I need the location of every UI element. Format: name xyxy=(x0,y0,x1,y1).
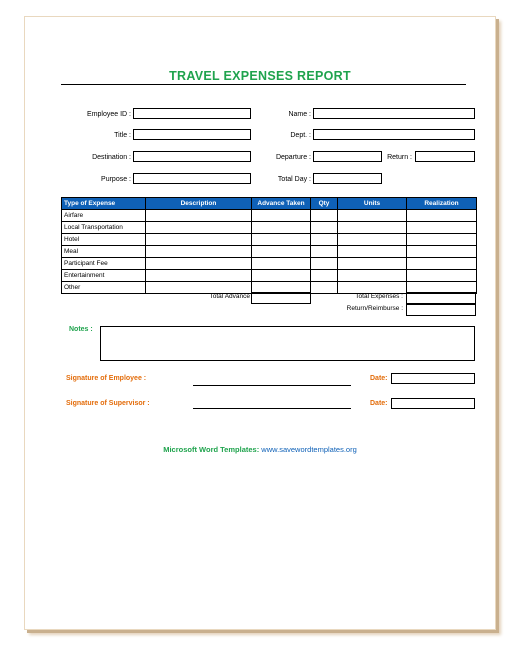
qty-cell[interactable] xyxy=(311,210,338,222)
units-cell[interactable] xyxy=(338,222,407,234)
document-page xyxy=(24,16,496,630)
realization-cell[interactable] xyxy=(407,270,477,282)
date-supervisor-label: Date: xyxy=(370,400,388,407)
departure-field[interactable] xyxy=(313,151,382,162)
return-reimburse-field[interactable] xyxy=(406,304,476,316)
units-cell[interactable] xyxy=(338,234,407,246)
column-header-description: Description xyxy=(146,198,252,210)
footer-label: Microsoft Word Templates: xyxy=(163,445,260,454)
column-header-advance-taken: Advance Taken xyxy=(252,198,311,210)
expense-type-cell: Entertainment xyxy=(62,270,146,282)
units-cell[interactable] xyxy=(338,270,407,282)
date-employee-label: Date: xyxy=(370,375,388,382)
table-row xyxy=(62,222,477,234)
title-label: Title : xyxy=(114,132,131,139)
qty-cell[interactable] xyxy=(311,246,338,258)
qty-cell[interactable] xyxy=(311,258,338,270)
total-expenses-label: Total Expenses : xyxy=(355,293,403,300)
departure-label: Departure : xyxy=(275,154,311,161)
description-cell[interactable] xyxy=(146,210,252,222)
employee-id-field[interactable] xyxy=(133,108,251,119)
date-supervisor-field[interactable] xyxy=(391,398,475,409)
column-header-qty: Qty xyxy=(311,198,338,210)
column-header-type: Type of Expense xyxy=(62,198,146,210)
name-field[interactable] xyxy=(313,108,475,119)
expense-type-cell: Other xyxy=(62,282,146,294)
footer-link[interactable]: www.savewordtemplates.org xyxy=(261,445,357,454)
notes-field[interactable] xyxy=(100,326,475,361)
table-row xyxy=(62,234,477,246)
units-cell[interactable] xyxy=(338,258,407,270)
report-title: TRAVEL EXPENSES REPORT xyxy=(169,69,351,83)
dept-label: Dept. : xyxy=(290,132,311,139)
table-row xyxy=(62,270,477,282)
advance-taken-cell[interactable] xyxy=(252,210,311,222)
units-cell[interactable] xyxy=(338,210,407,222)
realization-cell[interactable] xyxy=(407,234,477,246)
total-day-field[interactable] xyxy=(313,173,382,184)
qty-cell[interactable] xyxy=(311,270,338,282)
expense-type-cell: Participant Fee xyxy=(62,258,146,270)
expense-type-cell: Meal xyxy=(62,246,146,258)
date-employee-field[interactable] xyxy=(391,373,475,384)
signature-employee-label: Signature of Employee : xyxy=(66,375,147,382)
advance-taken-cell[interactable] xyxy=(252,258,311,270)
return-label: Return : xyxy=(387,154,412,161)
total-day-label: Total Day : xyxy=(277,176,311,183)
description-cell[interactable] xyxy=(146,246,252,258)
expense-type-cell: Local Transportation xyxy=(62,222,146,234)
expense-type-cell: Airfare xyxy=(62,210,146,222)
qty-cell[interactable] xyxy=(311,222,338,234)
description-cell[interactable] xyxy=(146,222,252,234)
column-header-units: Units xyxy=(338,198,407,210)
total-expenses-field[interactable] xyxy=(406,292,476,304)
realization-cell[interactable] xyxy=(407,222,477,234)
table-row xyxy=(62,210,477,222)
description-cell[interactable] xyxy=(146,258,252,270)
destination-field[interactable] xyxy=(133,151,251,162)
title-underline xyxy=(61,84,466,85)
realization-cell[interactable] xyxy=(407,246,477,258)
column-header-realization: Realization xyxy=(407,198,477,210)
expense-table xyxy=(61,197,477,294)
footer xyxy=(25,445,495,454)
signature-employee-line[interactable] xyxy=(193,385,351,386)
description-cell[interactable] xyxy=(146,270,252,282)
description-cell[interactable] xyxy=(146,234,252,246)
return-reimburse-label: Return/Reimburse : xyxy=(346,305,403,312)
realization-cell[interactable] xyxy=(407,258,477,270)
table-row xyxy=(62,246,477,258)
dept-field[interactable] xyxy=(313,129,475,140)
signature-supervisor-line[interactable] xyxy=(193,408,351,409)
return-field[interactable] xyxy=(415,151,475,162)
total-advance-label: Total Advance xyxy=(209,293,250,300)
notes-label: Notes : xyxy=(69,326,93,333)
table-row xyxy=(62,258,477,270)
employee-id-label: Employee ID : xyxy=(87,111,131,118)
signature-supervisor-label: Signature of Supervisor : xyxy=(66,400,150,407)
advance-taken-cell[interactable] xyxy=(252,270,311,282)
total-advance-field[interactable] xyxy=(251,292,311,304)
destination-label: Destination : xyxy=(92,154,131,161)
advance-taken-cell[interactable] xyxy=(252,234,311,246)
name-label: Name : xyxy=(288,111,311,118)
purpose-label: Purpose : xyxy=(101,176,131,183)
expense-type-cell: Hotel xyxy=(62,234,146,246)
table-header-row xyxy=(62,198,477,210)
purpose-field[interactable] xyxy=(133,173,251,184)
qty-cell[interactable] xyxy=(311,234,338,246)
units-cell[interactable] xyxy=(338,246,407,258)
advance-taken-cell[interactable] xyxy=(252,222,311,234)
advance-taken-cell[interactable] xyxy=(252,246,311,258)
title-field[interactable] xyxy=(133,129,251,140)
realization-cell[interactable] xyxy=(407,210,477,222)
